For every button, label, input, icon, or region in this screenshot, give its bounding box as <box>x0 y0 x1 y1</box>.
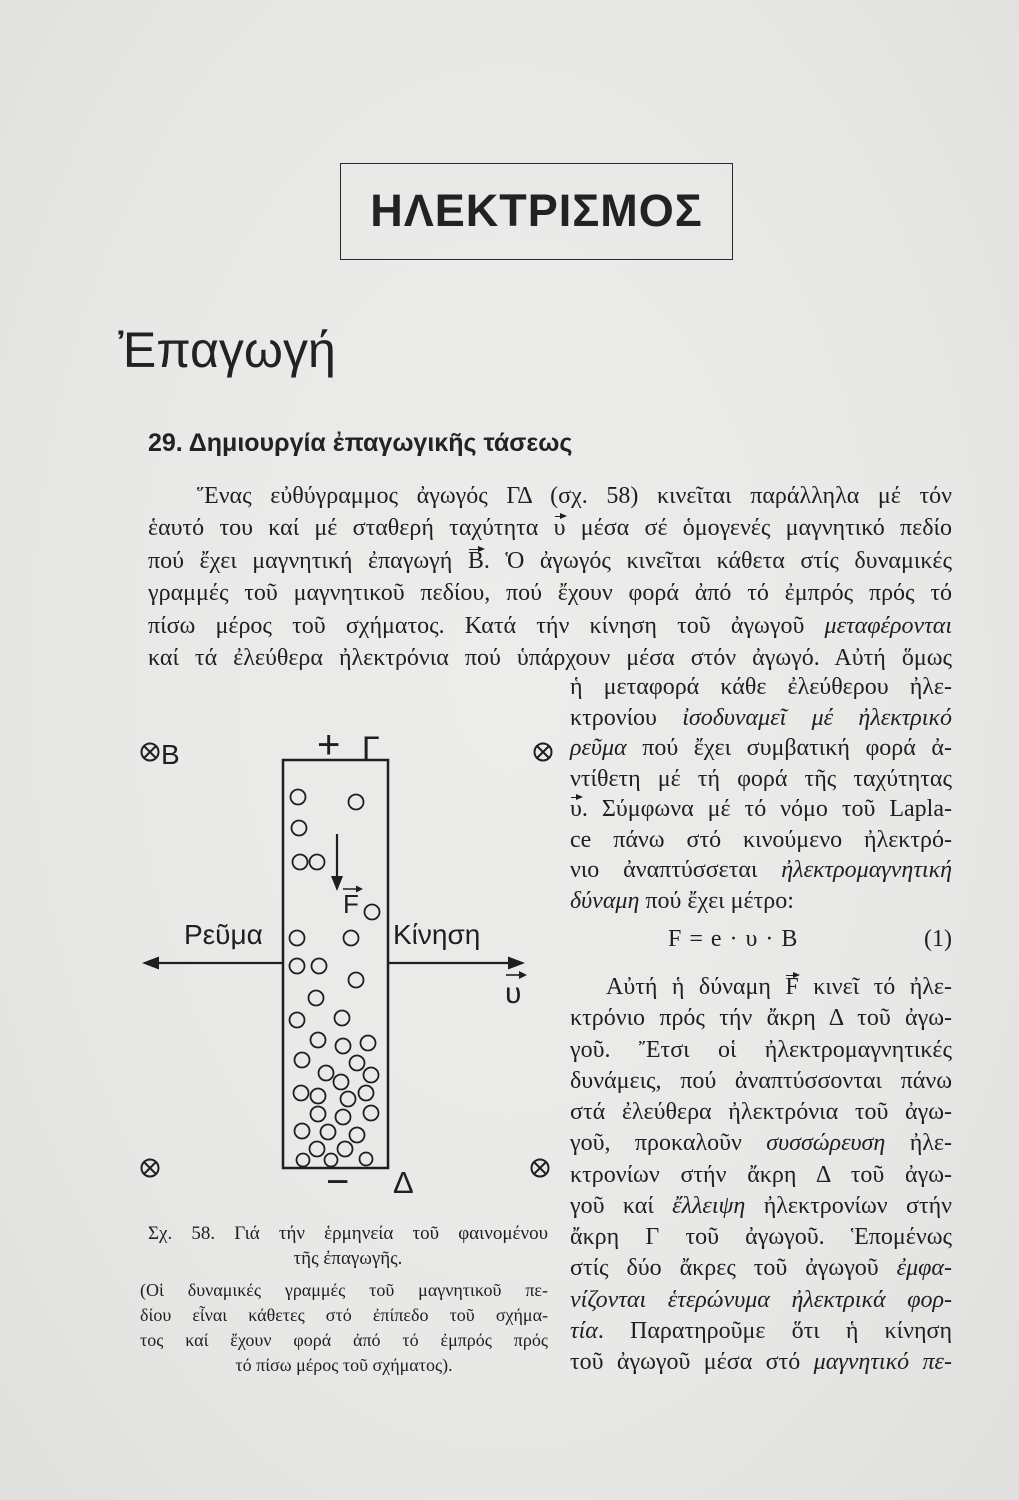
text-line <box>570 1035 952 1066</box>
text-run: ἠλεκτρονίων στήν <box>745 1192 953 1219</box>
text-line <box>148 1221 548 1246</box>
text-run: ἄκρη Γ τοῦ ἀγωγοῦ. Ἑπομένως <box>570 1224 952 1250</box>
text-run: (Οἱ δυναμικές γραμμές τοῦ μαγνητικοῦ πε- <box>140 1280 548 1300</box>
text-line <box>148 545 952 577</box>
free-electron <box>290 959 305 974</box>
force-label: F <box>343 889 359 919</box>
field-into-page-icon <box>532 1160 549 1177</box>
free-electron <box>336 1110 351 1125</box>
text-run: μέσα σέ ὁμογενές μαγνητικό πεδίο <box>565 515 952 542</box>
text-line <box>570 672 952 703</box>
free-electron <box>311 1089 326 1104</box>
italic-text: δύναμη <box>570 887 640 914</box>
current-label: Ρεῦμα <box>184 919 263 950</box>
text-line <box>570 733 952 764</box>
text-line <box>570 1097 952 1128</box>
text-run: Σχ. 58. Γιά τήν ἑρμηνεία τοῦ φαινομένου <box>148 1223 548 1244</box>
negative-sign: − <box>326 1160 350 1204</box>
text-line <box>570 794 952 825</box>
free-electron <box>365 905 380 920</box>
text-line <box>148 1246 548 1271</box>
text-line <box>570 855 952 886</box>
free-electron <box>336 1039 351 1054</box>
field-label-b: B <box>161 739 180 770</box>
formula-line <box>570 924 952 955</box>
text-run: κτρονίου <box>570 704 683 731</box>
free-electron <box>341 1092 356 1107</box>
text-line <box>570 825 952 856</box>
free-electron <box>359 1086 374 1101</box>
section-title: Ἐπαγωγή <box>118 322 336 378</box>
end-label-delta: Δ <box>393 1165 414 1200</box>
text-run: . Σύμφωνα μέ τό νόμο τοῦ Lapla- <box>581 796 952 822</box>
current-arrow <box>142 957 283 970</box>
text-run: Ἕνας εὐθύγραμμος ἀγωγός ΓΔ (σχ. 58) κινεῖται παράλληλα μέ τόν <box>197 483 952 509</box>
text-line <box>570 886 952 917</box>
italic-text: μεταφέρονται <box>824 612 952 639</box>
free-electron <box>335 1011 350 1026</box>
free-electron <box>361 1036 376 1051</box>
text-line <box>570 703 952 734</box>
italic-text: ἔλλειψη <box>672 1192 746 1219</box>
italic-text: νίζονται ἑτερώνυμα ἠλεκτρικά φορ- <box>570 1286 952 1313</box>
text-run: . Ὁ ἀγωγός κινεῖται κάθετα στίς δυναμικές <box>483 547 952 574</box>
motion-arrow <box>388 957 525 970</box>
text-run: τῆς ἐπαγωγῆς. <box>293 1248 403 1269</box>
subsection-heading <box>148 428 572 458</box>
text-line <box>606 972 952 1003</box>
free-electron <box>312 959 327 974</box>
text-run: στίς δύο ἄκρες τοῦ ἀγωγοῦ <box>570 1255 897 1282</box>
text-run: ce πάνω στό κινούμενο ἠλεκτρό- <box>570 826 952 853</box>
positive-sign: + <box>317 723 341 767</box>
chapter-title-box: ΗΛΕΚΤΡΙΣΜΟΣ <box>340 163 733 260</box>
text-run: γοῦ. Ἔτσι οἱ ἠλεκτρομαγνητικές <box>570 1036 952 1063</box>
subsection-number: 29. <box>148 429 183 457</box>
field-into-page-icon <box>142 744 159 761</box>
italic-text: ἠλεκτρομαγνητική <box>781 857 952 883</box>
text-line <box>148 512 952 544</box>
free-electron <box>338 1142 353 1157</box>
intro-paragraph <box>148 480 952 674</box>
free-electron <box>364 1106 379 1121</box>
free-electron <box>294 1086 309 1101</box>
free-electron <box>291 790 306 805</box>
free-electron <box>311 1033 326 1048</box>
italic-text: συσσώρευση <box>766 1130 886 1157</box>
text-run: ἑαυτό του καί μέ σταθερή ταχύτητα <box>148 515 554 542</box>
end-label-gamma: Γ <box>362 730 380 766</box>
free-electron <box>293 855 308 870</box>
vector-symbol: υ <box>570 796 582 822</box>
free-electron <box>350 1128 365 1143</box>
right-column-text-continued <box>570 972 952 1378</box>
free-electron <box>290 931 305 946</box>
free-electron <box>311 1107 326 1122</box>
text-line <box>570 1160 952 1191</box>
italic-text: ρεῦμα <box>570 735 627 761</box>
velocity-label: υ <box>505 977 522 1010</box>
text-run: καί τά ἐλεύθερα ἠλεκτρόνια πού ὑπάρχουν μέσα στόν ἀγωγό. Αὐτή ὅμως <box>148 645 952 672</box>
free-electron <box>349 973 364 988</box>
vector-symbol: υ <box>553 515 566 542</box>
field-into-page-icon <box>142 1160 159 1177</box>
free-electron <box>309 991 324 1006</box>
free-electron <box>321 1125 336 1140</box>
field-into-page-icon <box>535 744 552 761</box>
text-line <box>140 1278 548 1303</box>
text-run: πού ἔχει μέτρο: <box>639 887 794 914</box>
free-electron <box>295 1124 310 1139</box>
text-line <box>570 1191 952 1222</box>
figure-caption-note <box>140 1278 548 1378</box>
free-electron <box>310 855 325 870</box>
free-electron <box>344 931 359 946</box>
italic-text: μαγνητικό πε- <box>813 1349 952 1375</box>
text-run: νιο ἀναπτύσσεται <box>570 857 782 883</box>
text-run: γοῦ καί <box>570 1192 673 1219</box>
free-electron <box>319 1066 334 1081</box>
motion-label: Κίνηση <box>393 919 481 950</box>
text-line <box>140 1353 548 1378</box>
text-line <box>148 577 952 609</box>
free-electron <box>360 1153 373 1166</box>
text-run: τος καί ἔχουν φορά ἀπό τό ἐμπρός πρός <box>140 1330 548 1350</box>
text-line <box>140 1328 548 1353</box>
text-run: πίσω μέρος τοῦ σχήματος. Κατά τήν κίνηση τοῦ ἀγωγοῦ <box>148 612 825 639</box>
free-electron <box>350 1056 365 1071</box>
text-line <box>197 480 952 512</box>
text-line <box>570 1253 952 1284</box>
text-line <box>570 1066 952 1097</box>
text-run: Αὐτή ἡ δύναμη <box>606 974 786 1000</box>
text-run: γοῦ, προκαλοῦν <box>570 1130 767 1157</box>
text-run: ντίθετη μέ τή φορά τῆς ταχύτητας <box>570 765 952 792</box>
text-run: δίου εἶναι κάθετες στό ἐπίπεδο τοῦ σχήμα- <box>140 1305 548 1325</box>
free-electron <box>295 1053 310 1068</box>
text-line <box>140 1303 548 1328</box>
free-electron <box>292 821 307 836</box>
text-line <box>148 610 952 642</box>
formula-expression: F = e · υ · B <box>668 926 798 952</box>
free-electron <box>310 1142 325 1157</box>
text-run: στά ἐλεύθερα ἠλεκτρόνια τοῦ ἀγω- <box>570 1099 952 1125</box>
text-run: . Παρατηροῦμε ὅτι ἡ κίνηση <box>597 1317 952 1344</box>
text-line <box>570 1128 952 1159</box>
figure-caption-title <box>148 1221 548 1271</box>
text-run: τό πίσω μέρος τοῦ σχήματος). <box>235 1355 453 1375</box>
text-run: γραμμές τοῦ μαγνητικοῦ πεδίου, πού ἔχουν φορά ἀπό τό ἐμπρός πρός τό <box>148 580 952 607</box>
text-line <box>570 1316 952 1347</box>
free-electron <box>290 1013 305 1028</box>
free-electron <box>334 1075 349 1090</box>
equation-number: (1) <box>924 926 952 952</box>
italic-text: ἰσοδυναμεῖ μέ ἠλεκτρικό <box>682 704 952 731</box>
induction-figure <box>130 715 560 1215</box>
italic-text: τία <box>570 1317 598 1344</box>
text-run: κτρονίων στήν ἄκρη Δ τοῦ ἀγω- <box>570 1161 952 1188</box>
text-run: πού ἔχει μαγνητική ἐπαγωγή <box>148 547 468 574</box>
text-run: δυνάμεις, πού ἀναπτύσσονται πάνω <box>570 1067 952 1094</box>
free-electron <box>349 795 364 810</box>
text-run: ἡ μεταφορά κάθε ἐλεύθερου ἠλε- <box>570 674 952 700</box>
force-arrow <box>331 834 343 891</box>
text-line <box>570 1222 952 1253</box>
free-electron <box>297 1154 310 1167</box>
text-run: ἠλε- <box>885 1130 952 1157</box>
vector-symbol: B <box>467 547 484 574</box>
text-line <box>570 1003 952 1034</box>
text-run: πού ἔχει συμβατική φορά ἀ- <box>626 735 952 761</box>
italic-text: ἐμφα- <box>896 1255 952 1282</box>
text-run: τοῦ ἀγωγοῦ μέσα στό <box>570 1349 814 1375</box>
text-line <box>570 764 952 795</box>
text-run: κτρόνιο πρός τήν ἄκρη Δ τοῦ ἀγω- <box>570 1005 952 1032</box>
subsection-title: Δημιουργία ἐπαγωγικῆς τάσεως <box>188 429 573 457</box>
text-line <box>570 1285 952 1316</box>
right-column-text <box>570 672 952 916</box>
vector-symbol: F <box>785 974 799 1000</box>
free-electron <box>364 1068 379 1083</box>
text-line <box>570 1347 952 1378</box>
text-line <box>148 642 952 674</box>
text-run: κινεῖ τό ἠλε- <box>798 974 953 1000</box>
